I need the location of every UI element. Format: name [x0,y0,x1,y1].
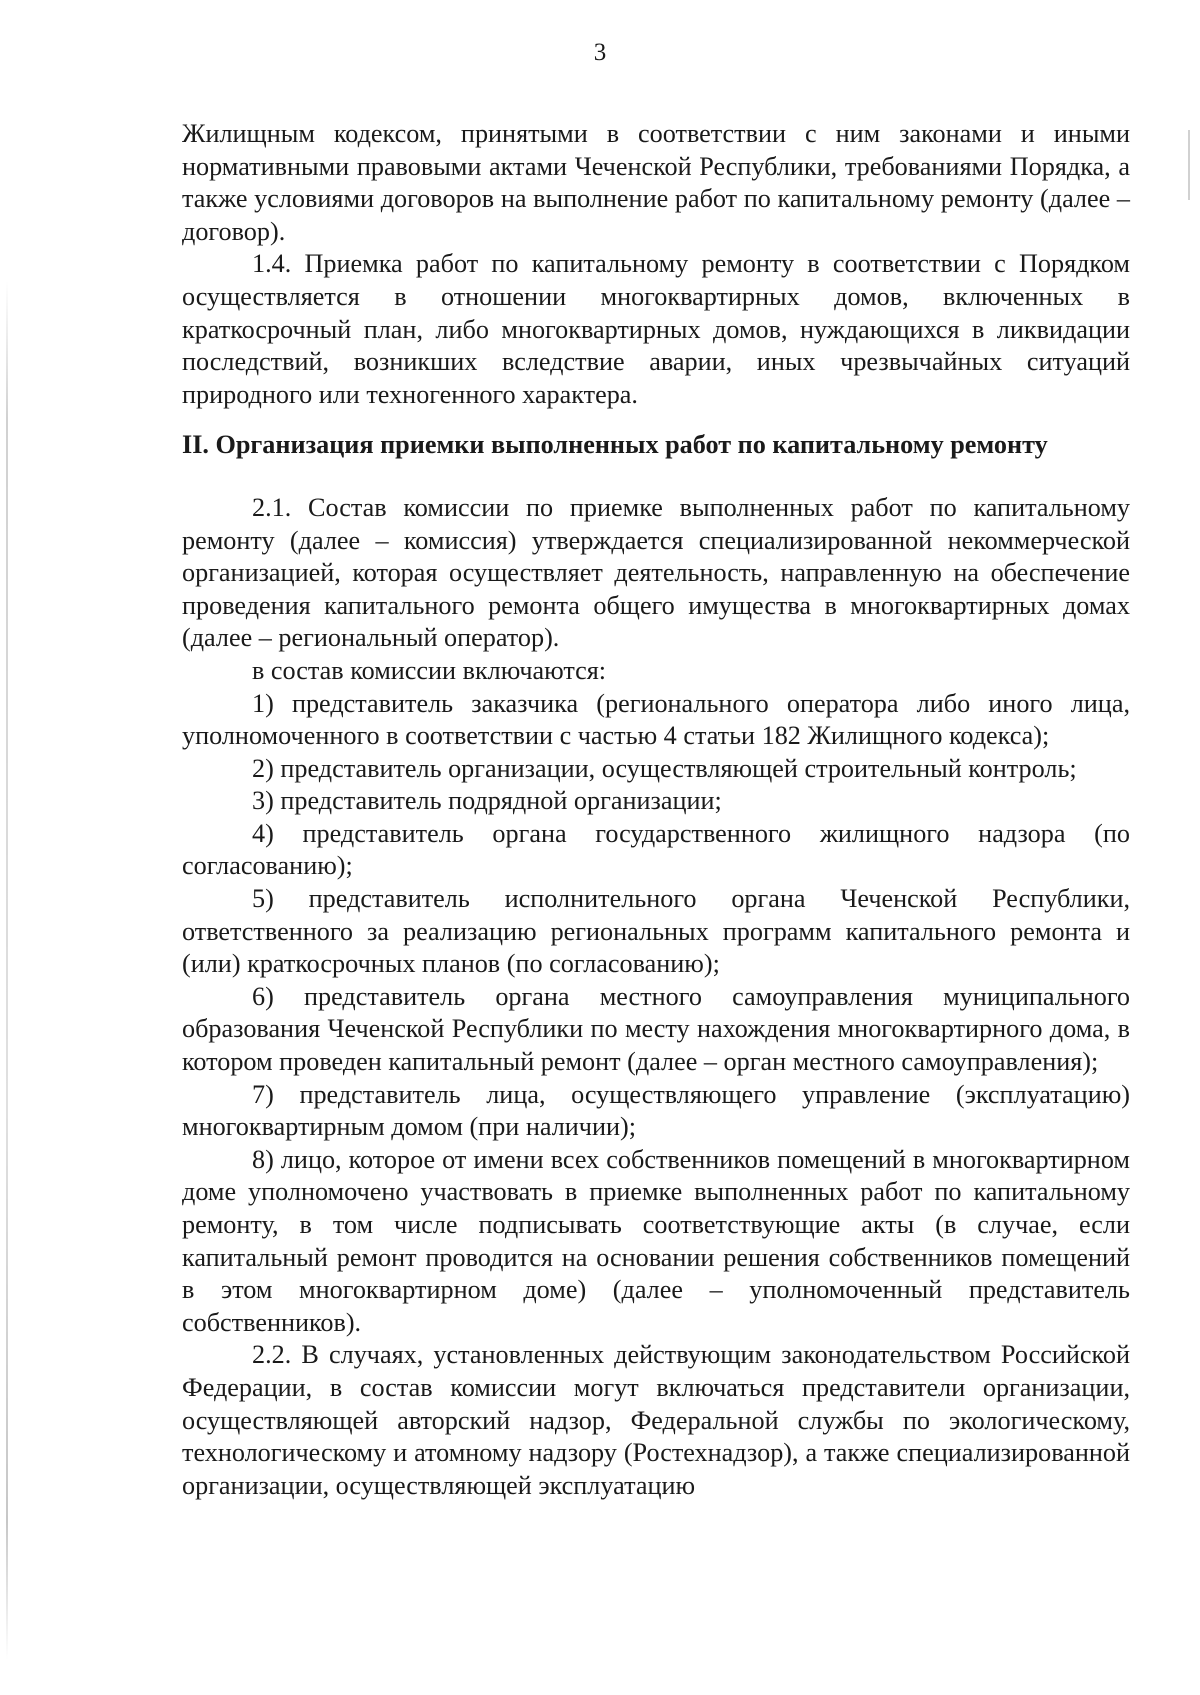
scan-edge-left [6,280,8,1660]
paragraph-2-1: 2.1. Состав комиссии по приемке выполненных работ по капитальному ремонту (далее – комиссия) утверждается специализированной некоммерческой организацией, которая осуществляет деятельность, направленную на обеспечение проведения капитального ремонта общего имущества в многоквартирных домах (далее – региональный оператор). [182,492,1130,653]
list-item-2: 2) представитель организации, осуществляющей строительный контроль; [252,753,1077,783]
list-item-6: 6) представитель органа местного самоуправления муниципального образования Чеченской Республики по месту нахождения многоквартирного дома, в котором проведен капитальный ремонт (далее – орган местного самоуправления); [182,981,1130,1077]
list-item-4: 4) представитель органа государственного жилищного надзора (по согласованию); [182,818,1130,881]
scan-edge-right [1188,130,1190,200]
list-item-7: 7) представитель лица, осуществляющего управление (эксплуатацию) многоквартирным домом (при наличии); [182,1079,1130,1142]
list-item-1: 1) представитель заказчика (регионального оператора либо иного лица, уполномоченного в соответствии с частью 4 статьи 182 Жилищного кодекса); [182,688,1130,751]
document-body [182,118,1130,1502]
list-item-3: 3) представитель подрядной организации; [252,786,722,816]
paragraph-1-4: 1.4. Приемка работ по капитальному ремонту в соответствии с Порядком осуществляется в отношении многоквартирных домов, включенных в краткосрочный план, либо многоквартирных домов, нуждающихся в ликвидации последствий, возникших вследствие аварии, иных чрезвычайных ситуаций природного или техногенного характера. [182,249,1130,409]
paragraph-2-2: 2.2. В случаях, установленных действующим законодательством Российской Федерации, в состав комиссии могут включаться представители организации, осуществляющей авторский надзор, Федеральной службы по экологическому, технологическому и атомному надзору (Ростехнадзор), а также специализированной организации, осуществляющей эксплуатацию [182,1340,1130,1500]
list-item-5: 5) представитель исполнительного органа Чеченской Республики, ответственного за реализацию региональных программ капитального ремонта и (или) краткосрочных планов (по согласованию); [182,884,1130,979]
list-item-8: 8) лицо, которое от имени всех собственников помещений в многоквартирном доме уполномочено участвовать в приемке выполненных работ по капитальному ремонту, в том числе подписывать соответствующие акты (в случае, если капитальный ремонт проводится на основании решения собственников помещений в этом многоквартирном доме) (далее – уполномоченный представитель собственников). [182,1144,1130,1337]
page-number: 3 [593,39,607,66]
paragraph-intro: Жилищным кодексом, принятыми в соответствии с ним законами и иными нормативными правовыми актами Чеченской Республики, требованиями Порядка, а также условиями договоров на выполнение работ по капитальному ремонту (далее – договор). [182,119,1130,246]
section-heading: II. Организация приемки выполненных работ по капитальному ремонту [182,430,1048,460]
paragraph-composition: в состав комиссии включаются: [252,655,607,685]
